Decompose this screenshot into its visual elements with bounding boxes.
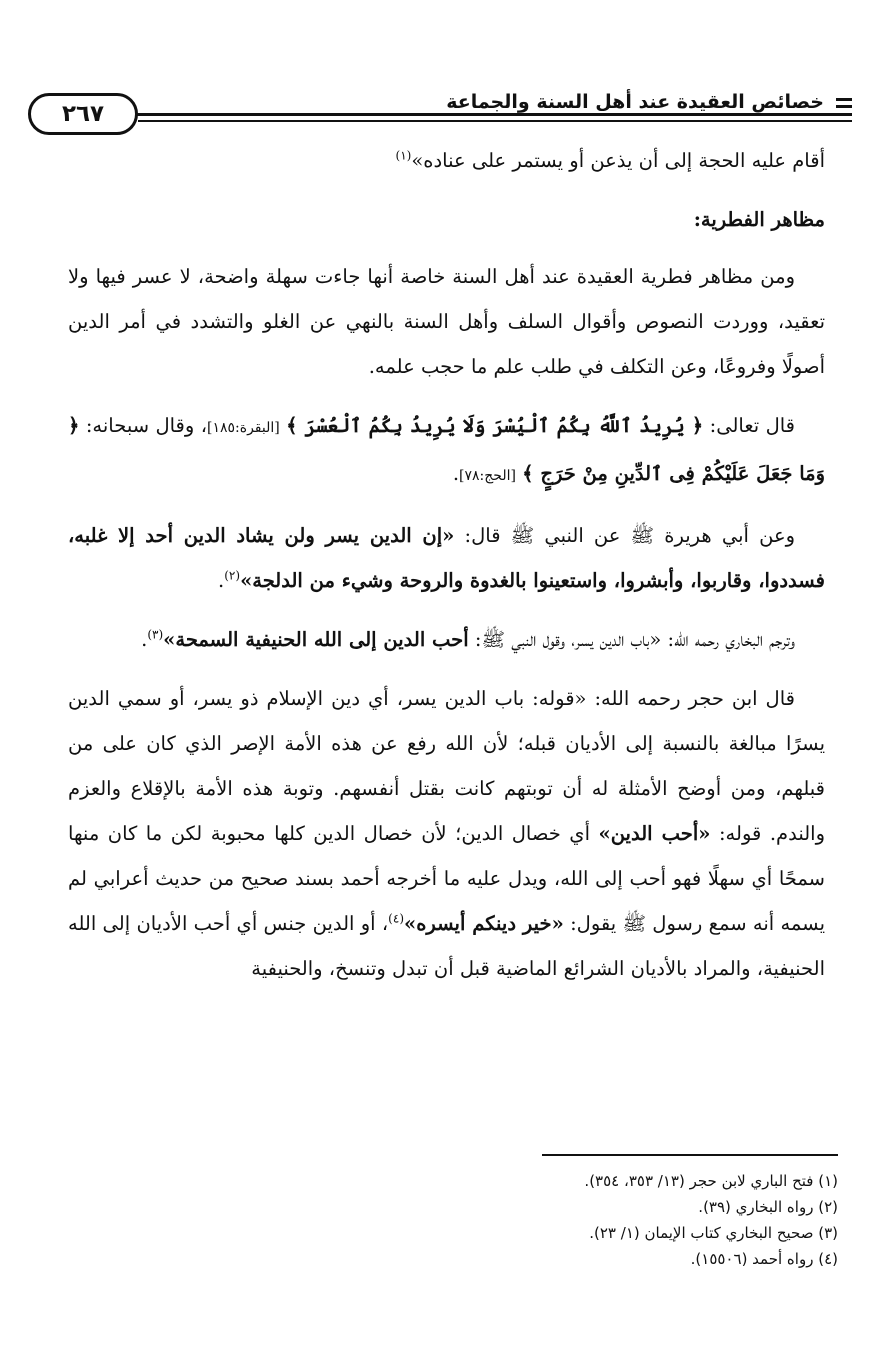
hadith-title: أحب الدين إلى الله الحنيفية السمحة» — [163, 628, 469, 651]
footnote-item: (٢) رواه البخاري (٣٩). — [698, 1198, 838, 1216]
quoted-phrase: «أحب الدين» — [598, 822, 711, 845]
running-title: خصائص العقيدة عند أهل السنة والجماعة — [436, 91, 834, 113]
quran-verse-1: ﴿ يُرِيدُ ٱللَّهُ بِكُمُ ٱلْيُسْرَ وَلَا يُرِيدُ بِكُمُ ٱلْعُسْرَ ﴾ — [286, 414, 704, 437]
quoted-hadith: «خير دينكم أيسره» — [404, 912, 564, 935]
verse-ref-2: [الحج:٧٨] — [459, 468, 516, 484]
verse-ref-1: [البقرة:١٨٥] — [206, 420, 280, 436]
paragraph-4: وترجم البخاري رحمه الله: «باب الدين يسر، وقول النبي ﷺ: أحب الدين إلى الله الحنيفية السمحة»$^{(٣)}$. — [141, 627, 795, 651]
header-ornament — [836, 105, 852, 108]
footnote-ref-4: (٤) — [388, 911, 404, 926]
footnote-list — [40, 1168, 838, 1272]
header-ornament — [836, 98, 852, 101]
paragraph-2: قال تعالى: ﴿ يُرِيدُ ٱللَّهُ بِكُمُ ٱلْيُسْرَ وَلَا يُرِيدُ بِكُمُ ٱلْعُسْرَ ﴾ [البقرة:١٨٥]، وقال سبحانه: ﴿ وَمَا جَعَلَ عَلَيْكُمْ فِى ٱلدِّينِ مِنْ حَرَجٍ ﴾ [الحج:٧٨]. — [68, 414, 825, 485]
paragraph-1: ومن مظاهر فطرية العقيدة عند أهل السنة خاصة أنها جاءت سهلة واضحة، لا عسر فيها ولا تعقيد، ووردت النصوص وأقوال السلف وأهل السنة بالنهي عن الغلو والتشدد في أمر الدين أصولًا وفروعًا، وعن التكلف في طلب علم ما حجب علمه. — [68, 265, 825, 378]
paragraph-5: قال ابن حجر رحمه الله: «قوله: باب الدين يسر، أي دين الإسلام ذو يسر، أو سمي الدين يسرًا مبالغة بالنسبة إلى الأديان قبله؛ لأن الله رفع عن هذه الأمة الإصر الذي كان على من قبلهم، ومن أوضح الأمثلة له أن توبتهم كانت بقتل أنفسهم. وتوبة هذه الأمة بالإقلاع والعزم والندم. قوله: «أحب الدين» أي خصال الدين؛ لأن خصال الدين كلها محبوبة لكن ما كان منها سمحًا أي سهلًا فهو أحب إلى الله، ويدل عليه ما أخرجه أحمد بسند صحيح من حديث أعرابي لم يسمه أنه سمع رسول ﷺ يقول: «خير دينكم أيسره»$^{(٤)}$، أو الدين جنس أي أحب الأديان إلى الله الحنيفية، والمراد بالأديان الشرائع الماضية قبل أن تبدل وتنسخ، والحنيفية — [68, 687, 826, 980]
page-body — [68, 138, 825, 991]
footnote-ref-2: (٢) — [224, 568, 241, 583]
footnote-divider — [542, 1154, 838, 1156]
header-rule — [130, 113, 852, 116]
footnote-ref-1: (١) — [395, 148, 412, 163]
footnote-ref-3: (٣) — [147, 627, 164, 642]
section-heading: مظاهر الفطرية: — [693, 208, 825, 231]
footnote-item: (٤) رواه أحمد (١٥٥٠٦). — [690, 1250, 838, 1268]
header-rule-thin — [138, 120, 852, 122]
hadith-text: «إن الدين يسر ولن يشاد الدين أحد إلا غلبه، فسددوا، وقاربوا، وأبشروا، واستعينوا بالغدوة والروحة وشيء من الدلجة» — [68, 524, 825, 592]
quran-verse-2: ﴿ وَمَا جَعَلَ عَلَيْكُمْ فِى ٱلدِّينِ مِنْ حَرَجٍ ﴾ — [68, 414, 825, 485]
page-header — [22, 86, 852, 144]
footnote-item: (٣) صحيح البخاري كتاب الإيمان (١/ ٢٣). — [589, 1224, 838, 1242]
footnote-item: (١) فتح الباري لابن حجر (١٣/ ٣٥٣، ٣٥٤). — [584, 1172, 838, 1190]
paragraph-3: وعن أبي هريرة ﷺ عن النبي ﷺ قال: «إن الدين يسر ولن يشاد الدين أحد إلا غلبه، فسددوا، وقاربوا، وأبشروا، واستعينوا بالغدوة والروحة وشيء من الدلجة»$^{(٢)}$. — [68, 524, 825, 592]
intro-paragraph: أقام عليه الحجة إلى أن يذعن أو يستمر على عناده»$^{(١)}$ — [395, 148, 825, 172]
page-number: ٢٦٧ — [28, 93, 138, 135]
